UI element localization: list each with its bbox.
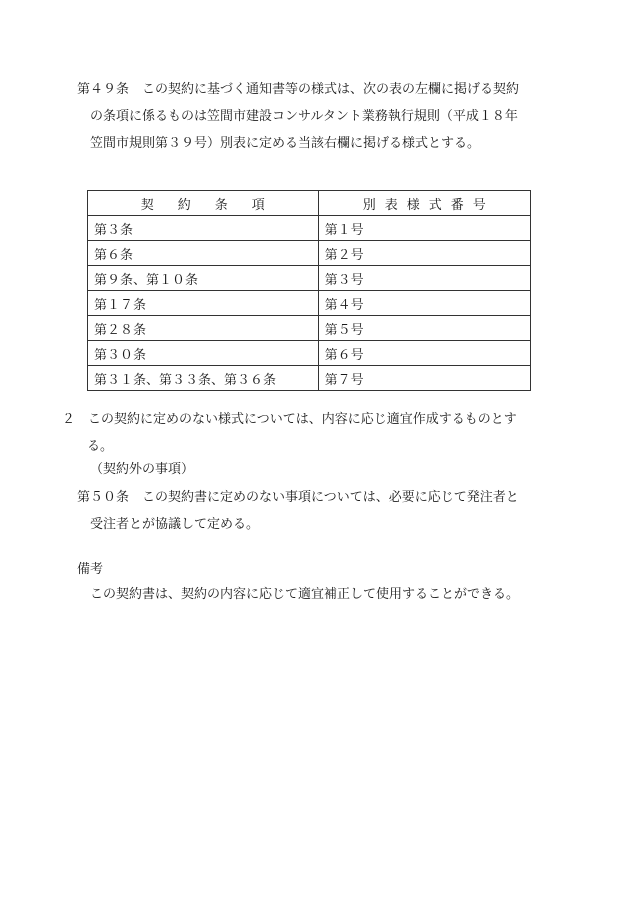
clause-cell: 第３１条、第３３条、第３６条: [88, 366, 319, 391]
table-row: [88, 241, 531, 266]
clause-cell: 第１７条: [88, 291, 319, 316]
clause-cell: 第９条、第１０条: [88, 266, 319, 291]
form-mapping-table: [87, 190, 531, 391]
form-number-cell: 第１号: [318, 216, 530, 241]
remarks-title: 備考: [77, 562, 104, 577]
header-contract-clause: 契約条項: [88, 191, 319, 216]
article-49-line-1: 第４９条 この契約に基づく通知書等の様式は、次の表の左欄に掲げる契約: [77, 82, 520, 97]
clause-cell: 第６条: [88, 241, 319, 266]
form-number-cell: 第７号: [318, 366, 530, 391]
clause-cell: 第２８条: [88, 316, 319, 341]
section-heading: （契約外の事項）: [90, 462, 195, 477]
form-number-cell: 第２号: [318, 241, 530, 266]
header-form-number: 別表様式番号: [318, 191, 530, 216]
clause-cell: 第３条: [88, 216, 319, 241]
table-header-row: [88, 191, 531, 216]
article-49-line-3: 笠間市規則第３９号）別表に定める当該右欄に掲げる様式とする。: [90, 136, 481, 151]
article-50-line-2: 受注者とが協議して定める。: [90, 517, 260, 532]
table-row: [88, 216, 531, 241]
paragraph-2: [62, 406, 577, 460]
table-row: [88, 341, 531, 366]
article-50-line-1: 第５０条 この契約書に定めのない事項については、必要に応じて発注者と: [77, 490, 519, 505]
paragraph-2-line-1: ２ この契約に定めのない様式については、内容に応じ適宜作成するものとす: [62, 412, 517, 427]
table-row: [88, 291, 531, 316]
table-row: [88, 366, 531, 391]
clause-cell: 第３０条: [88, 341, 319, 366]
remarks-body: この契約書は、契約の内容に応じて適宜補正して使用することができる。: [90, 587, 520, 602]
form-number-cell: 第４号: [318, 291, 530, 316]
article-49-line-2: の条項に係るものは笠間市建設コンサルタント業務執行規則（平成１８年: [90, 109, 518, 124]
form-number-cell: 第５号: [318, 316, 530, 341]
table-row: [88, 316, 531, 341]
form-number-cell: 第６号: [318, 341, 530, 366]
form-number-cell: 第３号: [318, 266, 530, 291]
paragraph-2-line-2: る。: [87, 439, 114, 454]
table-row: [88, 266, 531, 291]
article-50: [75, 484, 575, 538]
article-49: [75, 76, 575, 157]
